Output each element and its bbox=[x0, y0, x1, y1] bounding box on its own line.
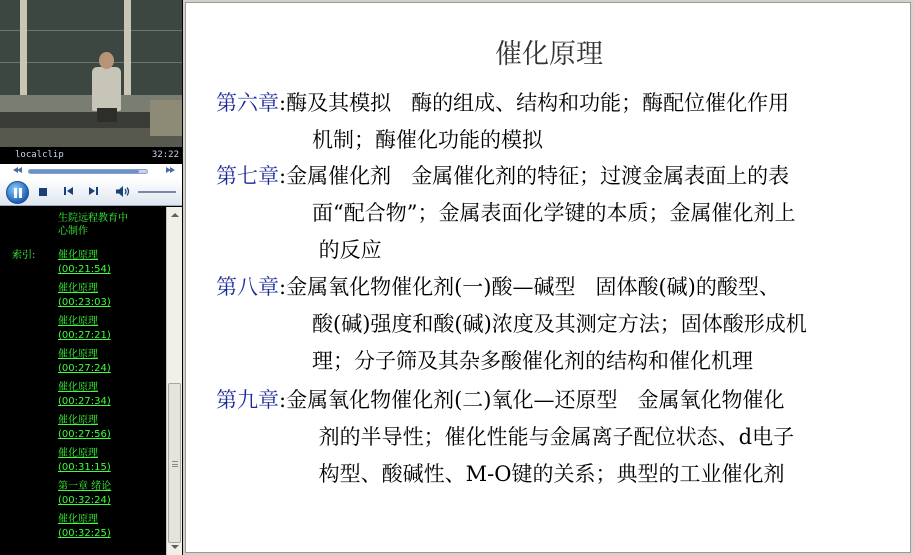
chapter-colon: : bbox=[279, 164, 287, 188]
volume-icon[interactable] bbox=[116, 186, 130, 197]
chapter-block bbox=[216, 158, 896, 269]
next-icon-bar bbox=[96, 187, 98, 195]
chapter-line: 金属氧化物催化剂(二)氧化—还原型 金属氧化物催化 bbox=[286, 388, 785, 412]
clip-time: 32:22 bbox=[151, 150, 179, 160]
chapter-line-row bbox=[216, 343, 896, 380]
chapter-line-row bbox=[216, 382, 896, 419]
slide-title: 催化原理 bbox=[495, 39, 603, 70]
chapter-line-row bbox=[216, 269, 896, 306]
chapter-line-row bbox=[216, 456, 896, 493]
chapter-line-row bbox=[216, 122, 896, 159]
index-item-title-link[interactable]: 催化原理 bbox=[58, 250, 98, 261]
chapter-line-row bbox=[216, 195, 896, 232]
previous-button[interactable] bbox=[64, 187, 74, 196]
fast-forward-icon-part bbox=[170, 167, 175, 173]
index-item-time-link[interactable]: (00:31:15) bbox=[58, 462, 111, 473]
index-item-title-link[interactable]: 第一章 绪论 bbox=[58, 481, 112, 492]
clip-name: localclip bbox=[15, 150, 64, 160]
index-item bbox=[58, 480, 158, 513]
index-item bbox=[58, 249, 158, 282]
scroll-thumb[interactable] bbox=[168, 383, 181, 543]
index-item-time-link[interactable]: (00:21:54) bbox=[58, 264, 111, 275]
chapter-colon: : bbox=[279, 91, 287, 115]
producer-line-2: 心制作 bbox=[58, 226, 88, 237]
pause-icon-bar bbox=[19, 188, 22, 198]
slide-canvas bbox=[185, 2, 911, 553]
chapter-line: 理；分子筛及其杂多酸催化剂的结构和催化机理 bbox=[312, 349, 753, 373]
index-item-title-link[interactable]: 催化原理 bbox=[58, 415, 98, 426]
clip-metadata bbox=[0, 207, 166, 555]
producer-credit bbox=[58, 212, 150, 238]
chapter-line-row bbox=[216, 85, 896, 122]
index-item bbox=[58, 315, 158, 348]
chapter-block bbox=[216, 382, 896, 493]
seek-bar[interactable] bbox=[28, 169, 148, 174]
chapter-line: 酶及其模拟 酶的组成、结构和功能；酶配位催化作用 bbox=[286, 91, 790, 115]
chapter-line: 金属氧化物催化剂(一)酸—碱型 固体酸(碱)的酸型、 bbox=[286, 275, 780, 299]
seek-progress-fill bbox=[29, 170, 139, 173]
chapter-line-row bbox=[216, 232, 896, 269]
next-icon bbox=[89, 187, 95, 195]
chapter-line: 构型、酸碱性、M-O键的关系；典型的工业催化剂 bbox=[312, 462, 785, 486]
chapter-line: 金属催化剂 金属催化剂的特征；过渡金属表面上的表 bbox=[286, 164, 790, 188]
index-item-time-link[interactable]: (00:32:25) bbox=[58, 528, 111, 539]
stop-button[interactable] bbox=[39, 188, 47, 196]
scroll-up-icon[interactable] bbox=[171, 213, 179, 217]
lectern bbox=[150, 100, 182, 136]
chapter-block bbox=[216, 85, 896, 159]
chapter-block bbox=[216, 269, 896, 380]
board-line bbox=[0, 30, 182, 31]
previous-icon bbox=[64, 187, 66, 195]
index-item bbox=[58, 348, 158, 381]
index-item-time-link[interactable]: (00:27:56) bbox=[58, 429, 111, 440]
chapter-label: 第九章 bbox=[216, 388, 279, 412]
index-item-title-link[interactable]: 催化原理 bbox=[58, 382, 98, 393]
grip-icon bbox=[172, 461, 178, 467]
index-item bbox=[58, 414, 158, 447]
chapter-line: 剂的半导性；催化性能与金属离子配位状态、d电子 bbox=[312, 425, 795, 449]
chapter-line: 面“配合物”；金属表面化学键的本质；金属催化剂上 bbox=[312, 201, 796, 225]
seek-row bbox=[0, 164, 182, 178]
lecturer-body bbox=[92, 67, 121, 111]
transport-controls bbox=[0, 178, 182, 206]
index-list bbox=[58, 249, 158, 546]
wall-pillar bbox=[20, 0, 27, 95]
video-frame[interactable] bbox=[0, 0, 182, 147]
chapter-line: 的反应 bbox=[312, 238, 382, 262]
index-item-title-link[interactable]: 催化原理 bbox=[58, 448, 98, 459]
index-item-time-link[interactable]: (00:27:34) bbox=[58, 396, 111, 407]
index-item bbox=[58, 513, 158, 546]
index-item-title-link[interactable]: 催化原理 bbox=[58, 349, 98, 360]
chapter-colon: : bbox=[279, 275, 287, 299]
player-panel bbox=[0, 0, 183, 555]
index-item-title-link[interactable]: 催化原理 bbox=[58, 283, 98, 294]
chapter-label: 第七章 bbox=[216, 164, 279, 188]
index-item bbox=[58, 447, 158, 480]
index-item bbox=[58, 381, 158, 414]
index-item-title-link[interactable]: 催化原理 bbox=[58, 514, 98, 525]
chapter-colon: : bbox=[279, 388, 287, 412]
index-label: 索引: bbox=[12, 250, 36, 261]
rewind-icon-part bbox=[17, 167, 22, 173]
previous-icon-arrow bbox=[67, 187, 73, 195]
chapter-label: 第六章 bbox=[216, 91, 279, 115]
clip-info-bar bbox=[0, 147, 182, 164]
chapter-line-row bbox=[216, 306, 896, 343]
index-item-time-link[interactable]: (00:27:21) bbox=[58, 330, 111, 341]
chapter-label: 第八章 bbox=[216, 275, 279, 299]
index-item-title-link[interactable]: 催化原理 bbox=[58, 316, 98, 327]
index-item-time-link[interactable]: (00:27:24) bbox=[58, 363, 111, 374]
pause-icon bbox=[14, 188, 17, 198]
board-line bbox=[0, 62, 182, 63]
playlist-scrollbar[interactable] bbox=[166, 207, 182, 555]
chapter-line-row bbox=[216, 158, 896, 195]
index-item-time-link[interactable]: (00:23:03) bbox=[58, 297, 111, 308]
index-item-time-link[interactable]: (00:32:24) bbox=[58, 495, 111, 506]
chapter-line-row bbox=[216, 419, 896, 456]
wall-pillar bbox=[124, 0, 131, 95]
pause-button[interactable] bbox=[6, 181, 29, 204]
producer-line-1: 生院远程教育中 bbox=[58, 213, 128, 224]
lecturer-head bbox=[99, 52, 114, 69]
index-item bbox=[58, 282, 158, 315]
volume-slider[interactable] bbox=[138, 191, 176, 193]
lecturer-legs bbox=[97, 108, 117, 122]
next-button[interactable] bbox=[89, 187, 99, 196]
blackboard bbox=[0, 0, 182, 95]
chapter-line: 酸(碱)强度和酸(碱)浓度及其测定方法；固体酸形成机 bbox=[312, 312, 807, 336]
chapter-line: 机制；酶催化功能的模拟 bbox=[312, 128, 543, 152]
scroll-down-icon[interactable] bbox=[171, 545, 179, 549]
